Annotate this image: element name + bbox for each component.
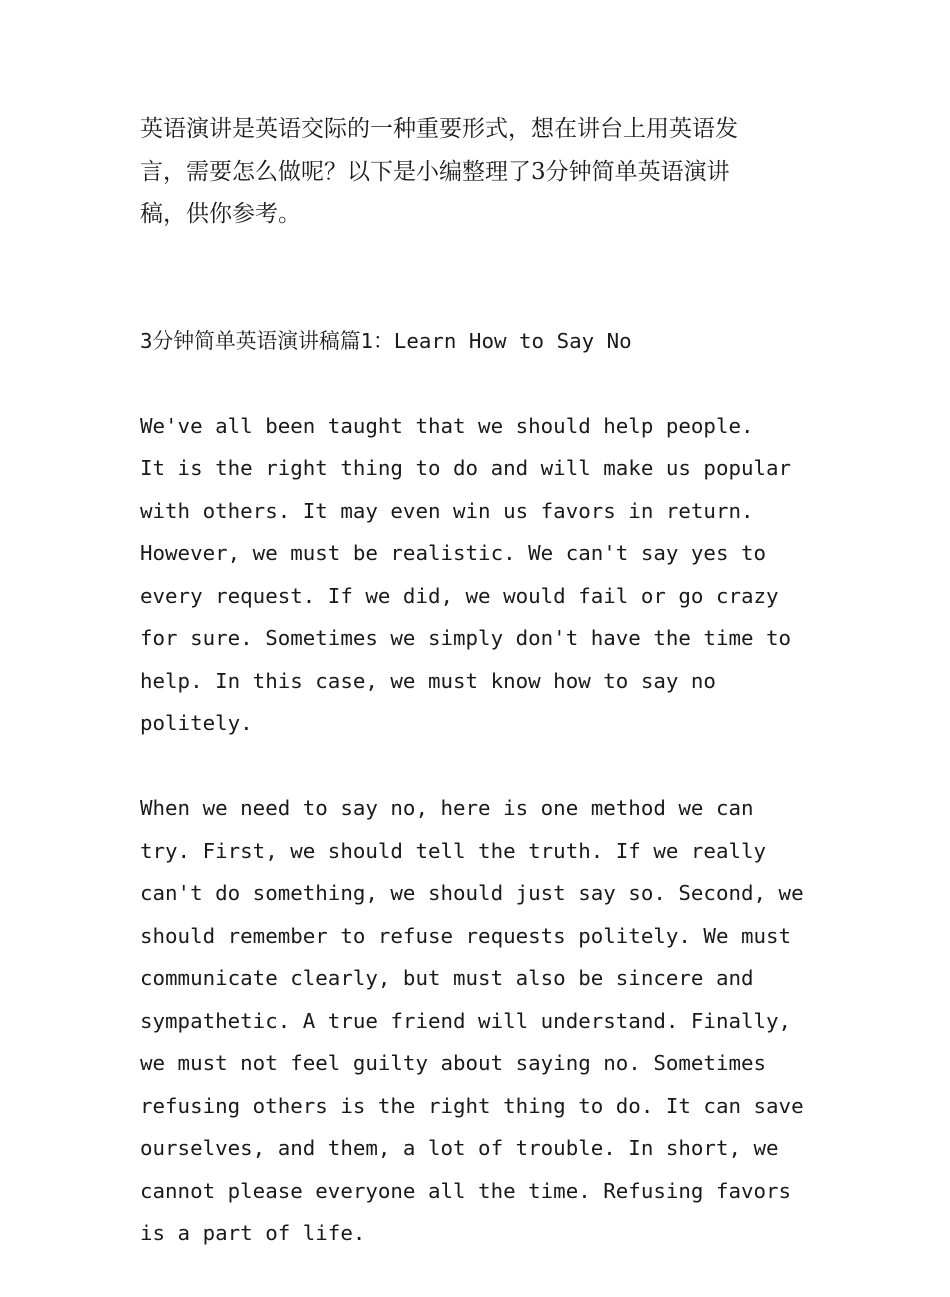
speech-body: [140, 277, 810, 1297]
speech-heading: 3分钟简单英语演讲稿篇1：Learn How to Say No: [140, 328, 632, 353]
body-paragraph-1: We've all been taught that we should help people. It is the right thing to do and will make us popular with others. It may even win us favors in return. However, we must be realistic. We can't say yes to every request. If we did, we would fail or go crazy for sure. Sometimes we simply don't have the time to help. In this case, we must know how to say no politely.: [140, 413, 792, 735]
intro-paragraph: 英语演讲是英语交际的一种重要形式，想在讲台上用英语发 言，需要怎么做呢？以下是小编整理了3分钟简单英语演讲 稿，供你参考。: [140, 116, 738, 227]
body-paragraph-2: When we need to say no, here is one method we can try. First, we should tell the truth. If we really can't do something, we should just say so. Second, we should remember to refuse requests politely. We must communicate clearly, but must also be sincere and sympathetic. A true friend will understand. Finally, we must not feel guilty about saying no. Sometimes refusing others is the right thing to do. It can save ourselves, and them, a lot of trouble. In short, we cannot please everyone all the time. Refusing favors is a part of life.: [140, 796, 804, 1245]
